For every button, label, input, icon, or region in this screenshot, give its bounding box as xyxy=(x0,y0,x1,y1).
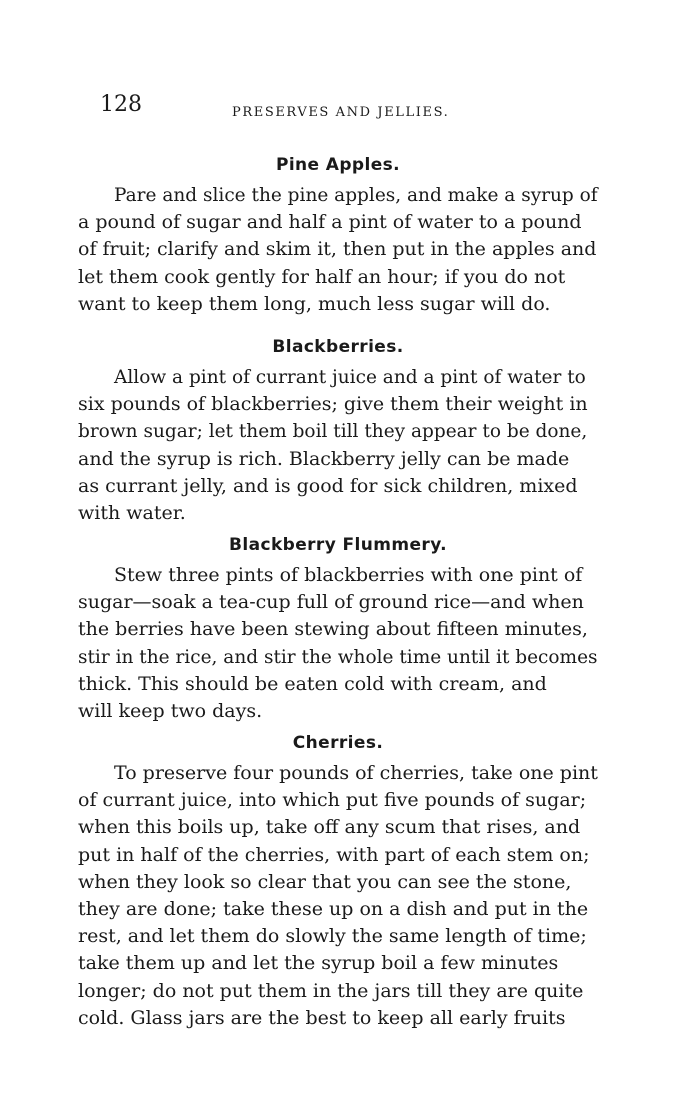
text-line: and the syrup is rich. Blackberry jelly can be made xyxy=(78,447,570,470)
text-line: the berries have been stewing about fifteen minutes, xyxy=(78,618,588,641)
text-line: stir in the rice, and stir the whole time until it becomes xyxy=(78,646,598,668)
recipe-title: Pine Apples. xyxy=(275,155,401,175)
text-line: longer; do not put them in the jars till they are quite xyxy=(78,979,584,1002)
text-line: brown sugar; let them boil till they appear to be done, xyxy=(78,421,588,443)
text-line: with water. xyxy=(78,501,186,524)
text-line: take them up and let the syrup boil a few minutes xyxy=(78,952,559,975)
text-line: of fruit; clarify and skim it, then put in the apples and xyxy=(78,238,597,261)
text-line: rest, and let them do slowly the same length of time; xyxy=(78,925,587,948)
page-number: 128 xyxy=(100,92,142,117)
text-line: a pound of sugar and half a pint of water to a pound xyxy=(78,211,582,234)
text-line: thick. This should be eaten cold with cream, and xyxy=(78,672,547,695)
text-line: cold. Glass jars are the best to keep all early fruits xyxy=(78,1006,566,1029)
text-line: they are done; take these up on a dish and put in the xyxy=(78,897,589,920)
recipe-title: Blackberries. xyxy=(272,337,404,357)
recipe-title: Cherries. xyxy=(292,733,384,753)
text-line: will keep two days. xyxy=(78,699,263,722)
text-line: when this boils up, take off any scum that rises, and xyxy=(78,816,581,839)
text-line: six pounds of blackberries; give them their weight in xyxy=(78,393,588,416)
text-line: as currant jelly, and is good for sick children, mixed xyxy=(78,474,578,497)
text-line: Pare and slice the pine apples, and make a syrup of xyxy=(114,185,598,206)
recipe-cherries xyxy=(78,730,598,1032)
text-line: of currant juice, into which put five pounds of sugar; xyxy=(78,789,587,812)
recipe-title: Blackberry Flummery. xyxy=(229,535,447,555)
text-line: To preserve four pounds of cherries, take one pint xyxy=(114,762,598,784)
text-line: Allow a pint of currant juice and a pint of water to xyxy=(114,367,586,388)
text-line: let them cook gently for half an hour; if you do not xyxy=(78,265,566,288)
text-line: want to keep them long, much less sugar will do. xyxy=(78,292,551,315)
text-line: when they look so clear that you can see the stone, xyxy=(78,870,572,893)
recipe-pine-apples xyxy=(78,152,598,318)
text-line: sugar—soak a tea-cup full of ground rice—and when xyxy=(78,591,584,614)
running-head: PRESERVES AND JELLIES. xyxy=(232,105,450,120)
recipe-blackberry-flummery xyxy=(78,532,598,725)
text-line: Stew three pints of blackberries with one pint of xyxy=(114,564,583,586)
text-line: put in half of the cherries, with part of each stem on; xyxy=(78,843,590,866)
page-header xyxy=(100,92,600,122)
recipe-blackberries xyxy=(78,334,598,527)
